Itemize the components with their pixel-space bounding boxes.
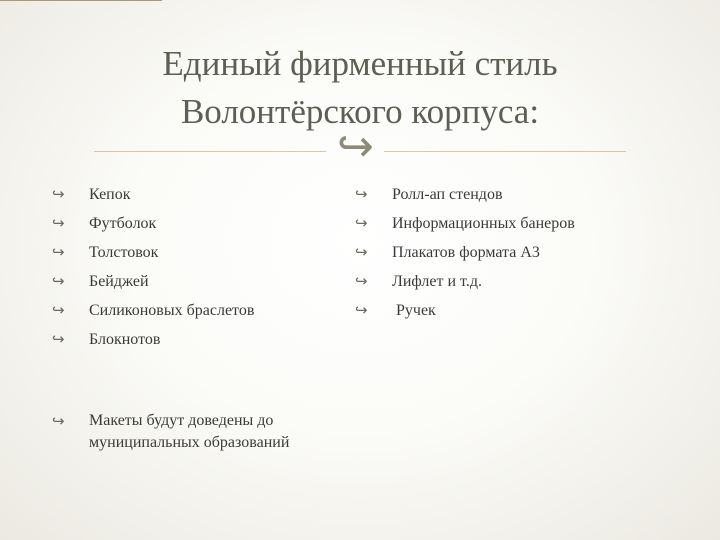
list-item: ↪ Футболок xyxy=(52,209,254,238)
list-item: ↪ Бейджей xyxy=(52,267,254,296)
hook-arrow-icon: ↪ xyxy=(52,185,65,203)
hook-arrow-icon: ↪ xyxy=(52,214,65,232)
list-item: ↪ Ролл-ап стендов xyxy=(355,180,575,209)
slide-title-line-1: Единый фирменный стиль xyxy=(162,44,558,83)
list-item: ↪ Силиконовых браслетов xyxy=(52,296,254,325)
list-item: ↪ Блокнотов xyxy=(52,325,254,354)
note-item: ↪ Макеты будут доведены до муниципальных образований xyxy=(52,412,290,451)
title-divider-center xyxy=(0,0,162,1)
hook-arrow-icon: ↪ xyxy=(355,301,368,319)
hook-arrow-icon: ↪ xyxy=(355,214,368,232)
hook-arrow-icon: ↪ xyxy=(337,121,374,172)
title-divider-left xyxy=(94,151,326,152)
note-list xyxy=(52,410,289,454)
hook-arrow-icon: ↪ xyxy=(52,301,65,319)
left-bullet-list xyxy=(52,180,254,354)
list-item: ↪ Плакатов формата А3 xyxy=(355,238,575,267)
slide-title-line-2: Волонтёрского корпуса: xyxy=(180,92,540,131)
list-item: ↪ Информационных банеров xyxy=(355,209,575,238)
title-divider-right xyxy=(384,151,626,152)
list-item: ↪ Лифлет и т.д. xyxy=(355,267,575,296)
list-item: ↪ Ручек xyxy=(355,296,575,325)
right-bullet-list xyxy=(355,180,575,325)
hook-arrow-icon: ↪ xyxy=(52,412,65,430)
hook-arrow-icon: ↪ xyxy=(355,243,368,261)
list-item: ↪ Толстовок xyxy=(52,238,254,267)
hook-arrow-icon: ↪ xyxy=(355,272,368,290)
hook-arrow-icon: ↪ xyxy=(52,272,65,290)
hook-arrow-icon: ↪ xyxy=(355,185,368,203)
list-item: ↪ Кепок xyxy=(52,180,254,209)
hook-arrow-icon: ↪ xyxy=(52,243,65,261)
hook-arrow-icon: ↪ xyxy=(52,330,65,348)
